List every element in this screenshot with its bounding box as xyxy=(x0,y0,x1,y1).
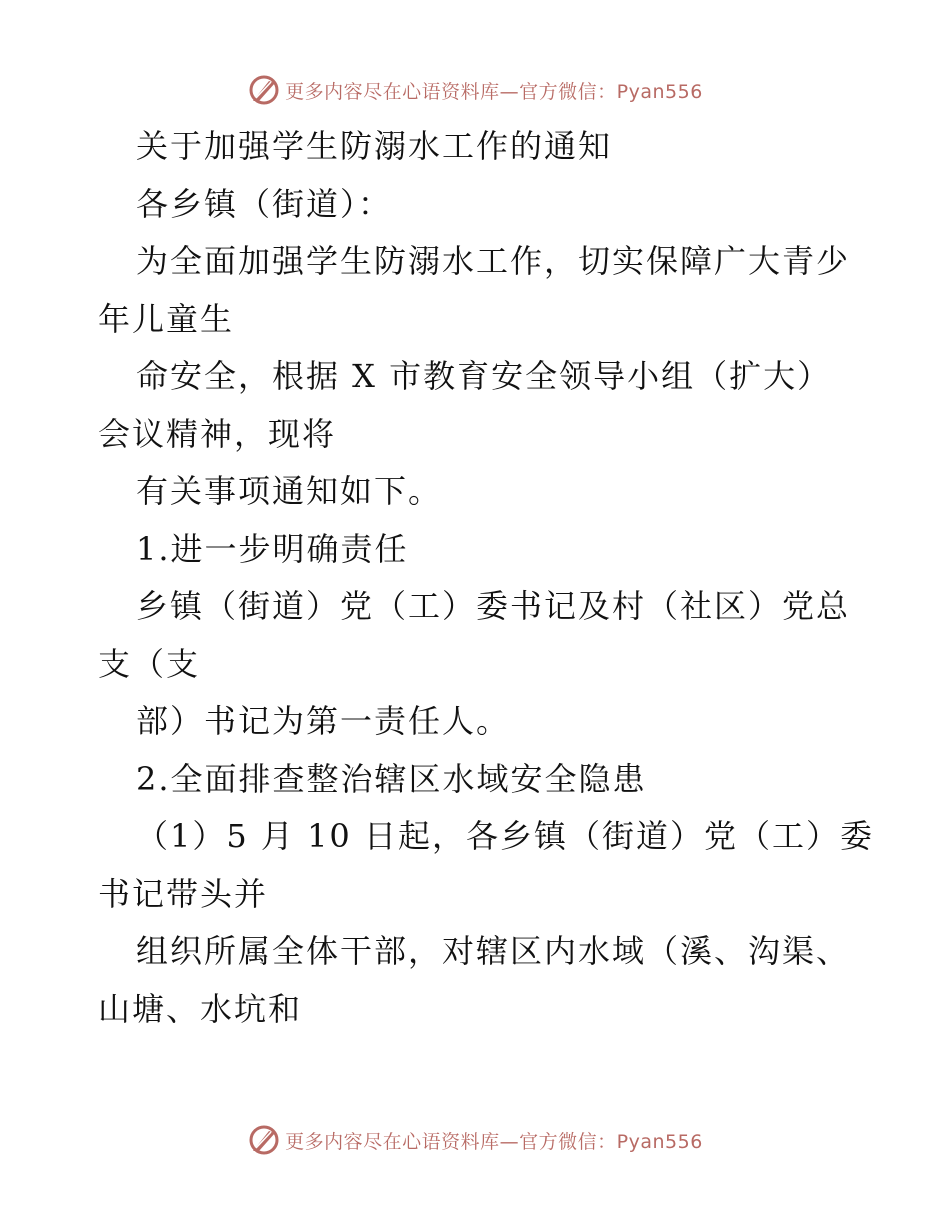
paragraph-line: （1）5 月 10 日起，各乡镇（街道）党（工）委 xyxy=(136,817,874,855)
quill-logo-icon xyxy=(247,1123,281,1157)
paragraph-line: 乡镇（街道）党（工）委书记及村（社区）党总 xyxy=(136,587,851,625)
paragraph-line: 会议精神，现将 xyxy=(98,414,337,453)
paragraph-line: 年儿童生 xyxy=(98,299,235,338)
paragraph-line: 为全面加强学生防溺水工作，切实保障广大青少 xyxy=(136,242,851,280)
document-body xyxy=(98,118,874,1038)
watermark-text: 更多内容尽在心语资料库—官方微信：Pyan556 xyxy=(285,1130,703,1153)
salutation: 各乡镇（街道）： xyxy=(136,184,393,223)
paragraph-line: 命安全，根据 X 市教育安全领导小组（扩大） xyxy=(136,357,832,395)
section-heading: 1.进一步明确责任 xyxy=(136,529,409,568)
document-title: 关于加强学生防溺水工作的通知 xyxy=(136,127,613,165)
paragraph-line: 书记带头并 xyxy=(98,874,269,913)
paragraph-line: 有关事项通知如下。 xyxy=(136,472,443,510)
paragraph-line: 山塘、水坑和 xyxy=(98,989,303,1028)
paragraph-line: 组织所属全体干部，对辖区内水域（溪、沟渠、 xyxy=(136,932,851,970)
paragraph-line: 支（支 xyxy=(98,644,201,683)
watermark-text: 更多内容尽在心语资料库—官方微信：Pyan556 xyxy=(285,80,703,103)
paragraph-line: 部）书记为第一责任人。 xyxy=(136,702,511,740)
section-heading: 2.全面排查整治辖区水域安全隐患 xyxy=(136,759,647,798)
header-watermark xyxy=(0,70,950,110)
footer-watermark xyxy=(0,1120,950,1160)
quill-logo-icon xyxy=(247,73,281,107)
